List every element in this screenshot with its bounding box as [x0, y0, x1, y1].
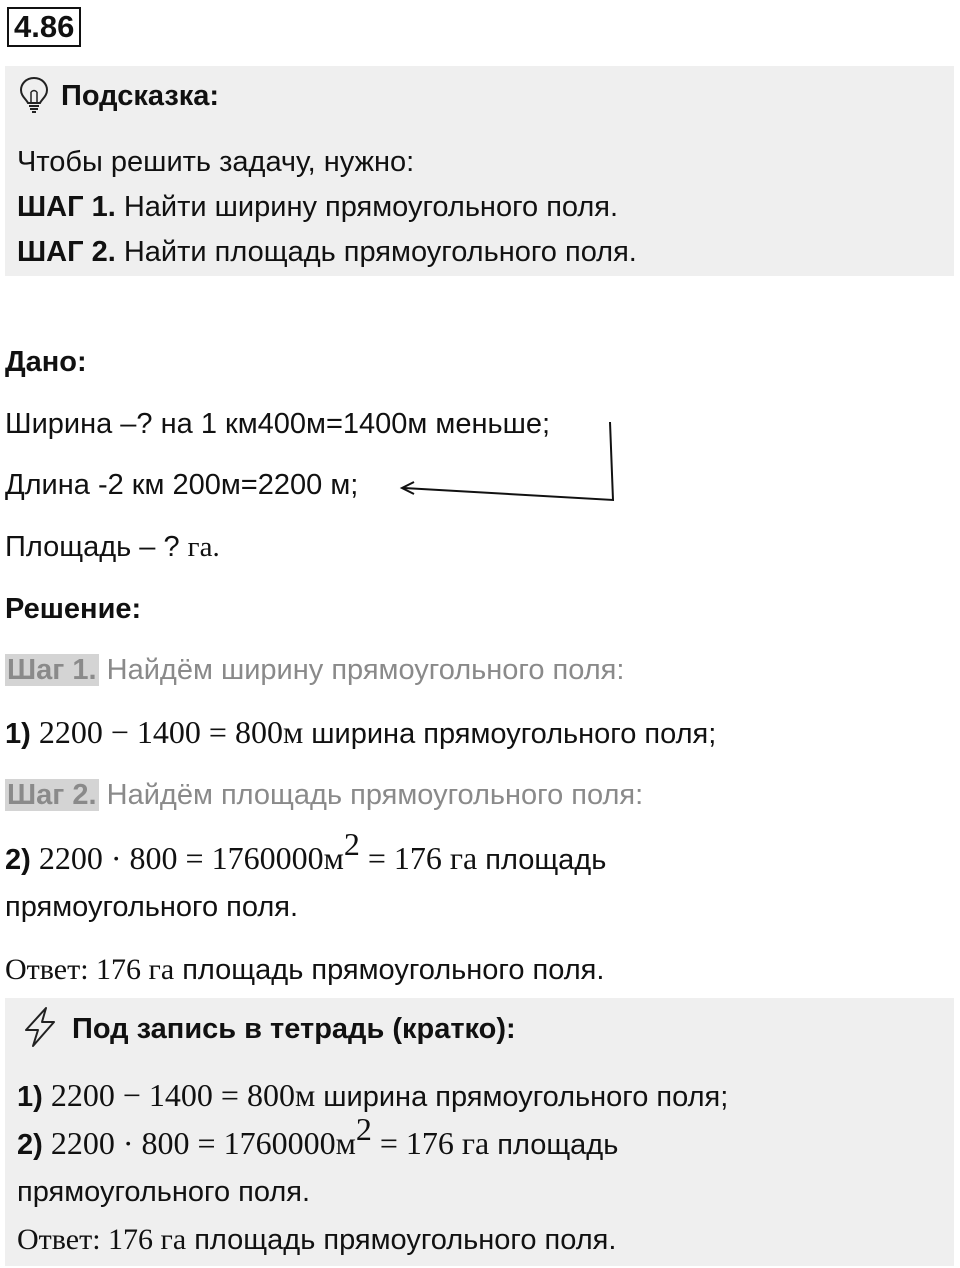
- hint-intro: Чтобы решить задачу, нужно:: [17, 146, 415, 178]
- notebook-eq-2-text: площадь: [489, 1129, 619, 1161]
- notebook-eq-2-math2: = 176 га: [371, 1125, 490, 1161]
- notebook-answer-text: площадь прямоугольного поля.: [186, 1224, 617, 1256]
- solution-step-2-label: Шаг 2.: [7, 779, 97, 811]
- given-width: Ширина –? на 1 км400м=1400м меньше;: [5, 408, 551, 440]
- solution-title: Решение:: [5, 593, 142, 625]
- given-area-unit: га.: [187, 531, 220, 563]
- notebook-eq-2: [17, 1111, 619, 1163]
- notebook-eq-2-num: 2): [17, 1129, 43, 1161]
- lightning-icon: [20, 1006, 60, 1048]
- solution-step-2-text: Найдём площадь прямоугольного поля:: [98, 779, 644, 811]
- solution-eq-2-continuation: прямоугольного поля.: [5, 891, 299, 923]
- solution-eq-2-text: площадь: [477, 844, 607, 876]
- solution-answer: [5, 952, 604, 988]
- notebook-title: Под запись в тетрадь (кратко):: [72, 1013, 516, 1045]
- solution-eq-1: [5, 714, 716, 752]
- solution-eq-2: [5, 826, 607, 878]
- solution-eq-1-math: 2200 − 1400 = 800м: [38, 714, 304, 750]
- notebook-eq-1-math: 2200 − 1400 = 800м: [50, 1077, 316, 1113]
- solution-step-1-text: Найдём ширину прямоугольного поля:: [98, 654, 625, 686]
- notebook-eq-1-text: ширина прямоугольного поля;: [315, 1081, 729, 1113]
- notebook-eq-2-math: 2200 · 800 = 1760000м: [50, 1125, 356, 1161]
- hint-step-1-label: ШАГ 1.: [17, 191, 116, 223]
- lightbulb-icon: [18, 76, 50, 114]
- task-number: 4.86: [7, 7, 81, 47]
- solution-answer-prefix: Ответ: 176 га: [5, 953, 175, 986]
- notebook-eq-1: [17, 1077, 728, 1115]
- given-title: Дано:: [5, 346, 87, 378]
- arrow-annotation: [390, 420, 630, 510]
- hint-step-1: [17, 189, 618, 225]
- hint-title: Подсказка:: [61, 80, 220, 112]
- hint-step-2-label: ШАГ 2.: [17, 236, 116, 268]
- notebook-answer-prefix: Ответ: 176 га: [17, 1223, 187, 1256]
- solution-eq-1-num: 1): [5, 718, 31, 750]
- notebook-eq-2-sup: 2: [355, 1111, 372, 1147]
- given-area-prefix: Площадь – ?: [5, 531, 188, 563]
- solution-eq-1-text: ширина прямоугольного поля;: [303, 718, 717, 750]
- notebook-eq-1-num: 1): [17, 1081, 43, 1113]
- hint-step-2: [17, 234, 637, 270]
- solution-step-2: [5, 777, 643, 813]
- solution-eq-2-math: 2200 · 800 = 1760000м: [38, 840, 344, 876]
- solution-eq-2-sup: 2: [343, 826, 360, 862]
- given-length: Длина -2 км 200м=2200 м;: [5, 469, 359, 501]
- hint-step-2-text: Найти площадь прямоугольного поля.: [115, 236, 637, 268]
- hint-step-1-text: Найти ширину прямоугольного поля.: [115, 191, 619, 223]
- given-area: [5, 529, 220, 565]
- solution-answer-text: площадь прямоугольного поля.: [174, 954, 605, 986]
- notebook-eq-2-continuation: прямоугольного поля.: [17, 1176, 311, 1208]
- solution-step-1: [5, 652, 624, 688]
- notebook-answer: [17, 1222, 616, 1258]
- solution-eq-2-num: 2): [5, 844, 31, 876]
- solution-step-1-label: Шаг 1.: [7, 654, 97, 686]
- solution-eq-2-math2: = 176 га: [359, 840, 478, 876]
